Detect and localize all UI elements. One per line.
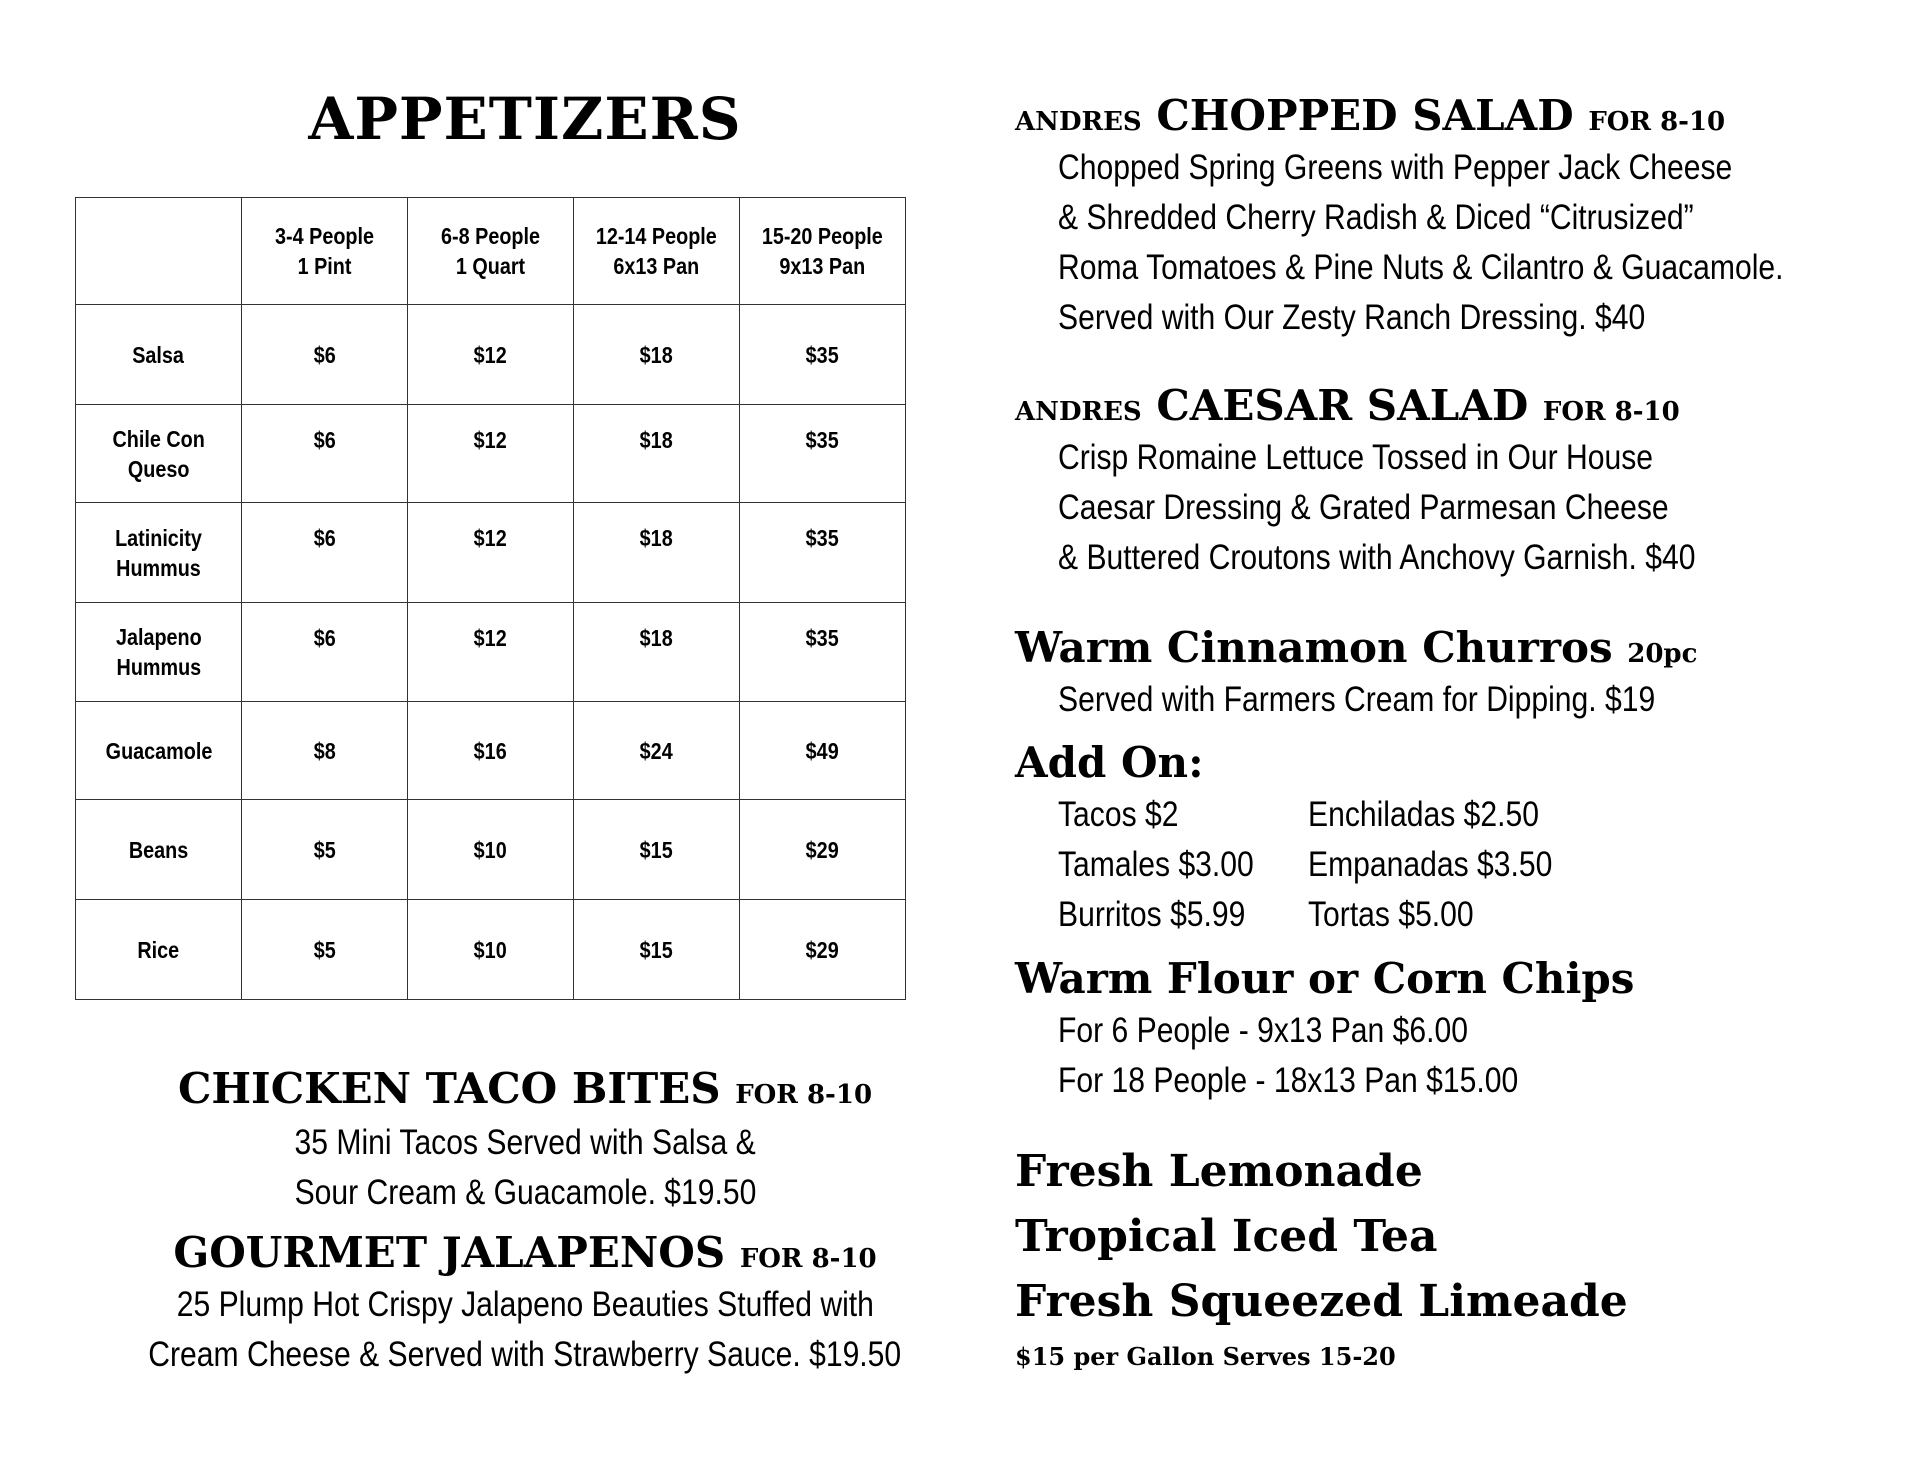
description-line: & Shredded Cherry Radish & Diced “Citrusized” bbox=[1058, 198, 1694, 237]
item-name-cell: Rice bbox=[76, 900, 242, 1000]
add-on-title: Add On: bbox=[1015, 738, 1204, 787]
chips-title: Warm Flour or Corn Chips bbox=[1015, 954, 1635, 1003]
section-title-text: Warm Cinnamon Churros bbox=[1015, 623, 1613, 672]
price-cell: $29 bbox=[740, 800, 906, 900]
description-line: For 6 People - 9x13 Pan $6.00 bbox=[1058, 1011, 1468, 1050]
price-cell: $49 bbox=[740, 702, 906, 800]
add-on-section bbox=[1015, 738, 1553, 940]
column-header: 15-20 People 9x13 Pan bbox=[740, 198, 906, 305]
price-cell: $18 bbox=[574, 305, 740, 405]
add-on-item: Tamales $3.00 bbox=[1058, 845, 1254, 884]
serving-size-label: FOR 8-10 bbox=[735, 1080, 873, 1110]
add-on-item: Tacos $2 bbox=[1058, 795, 1179, 834]
price-cell: $15 bbox=[574, 800, 740, 900]
drinks-price-note: $15 per Gallon Serves 15-20 bbox=[1015, 1342, 1396, 1371]
drinks-section bbox=[1015, 1146, 1628, 1371]
description-line: Roma Tomatoes & Pine Nuts & Cilantro & Guacamole. bbox=[1058, 248, 1784, 287]
gourmet-jalapenos-title bbox=[75, 1228, 975, 1277]
chopped-salad-title bbox=[1015, 91, 1859, 140]
price-cell: $12 bbox=[408, 503, 574, 603]
description-line: Crisp Romaine Lettuce Tossed in Our House bbox=[1058, 438, 1654, 477]
price-cell: $29 bbox=[740, 900, 906, 1000]
description-line: Caesar Dressing & Grated Parmesan Cheese bbox=[1058, 488, 1669, 527]
price-cell: $35 bbox=[740, 503, 906, 603]
item-name-cell: Salsa bbox=[76, 305, 242, 405]
column-header: 12-14 People 6x13 Pan bbox=[574, 198, 740, 305]
add-on-row bbox=[1058, 790, 1539, 840]
table-header-row bbox=[76, 198, 906, 305]
price-cell: $6 bbox=[242, 503, 408, 603]
description-line: Served with Farmers Cream for Dipping. $19 bbox=[1058, 680, 1656, 719]
price-cell: $12 bbox=[408, 305, 574, 405]
appetizers-title: APPETIZERS bbox=[308, 85, 742, 153]
table-row bbox=[76, 603, 906, 702]
description-line: For 18 People - 18x13 Pan $15.00 bbox=[1058, 1061, 1519, 1100]
serving-size-label: FOR 8-10 bbox=[739, 1244, 877, 1274]
add-on-item: Tortas $5.00 bbox=[1308, 895, 1474, 934]
description-line: Chopped Spring Greens with Pepper Jack Cheese bbox=[1058, 148, 1733, 187]
item-name-cell: Latinicity Hummus bbox=[76, 503, 242, 603]
section-title-text: CAESAR SALAD bbox=[1156, 381, 1529, 430]
table-row bbox=[76, 800, 906, 900]
add-on-item: Enchiladas $2.50 bbox=[1308, 795, 1539, 834]
drink-item: Fresh Lemonade bbox=[1015, 1146, 1423, 1197]
column-header: 3-4 People 1 Pint bbox=[242, 198, 408, 305]
price-cell: $10 bbox=[408, 900, 574, 1000]
table-row bbox=[76, 702, 906, 800]
add-on-item: Burritos $5.99 bbox=[1058, 895, 1246, 934]
chopped-salad-section bbox=[1015, 91, 1859, 343]
price-cell: $12 bbox=[408, 405, 574, 503]
caesar-salad-section bbox=[1015, 381, 1756, 583]
section-title-text: CHICKEN TACO BITES bbox=[177, 1064, 721, 1113]
chicken-taco-bites-title bbox=[75, 1064, 975, 1113]
price-cell: $16 bbox=[408, 702, 574, 800]
price-cell: $35 bbox=[740, 405, 906, 503]
table-row bbox=[76, 305, 906, 405]
price-cell: $12 bbox=[408, 603, 574, 702]
table-corner-cell bbox=[76, 198, 242, 305]
piece-count-label: 20pc bbox=[1627, 639, 1698, 669]
table-row bbox=[76, 503, 906, 603]
description-line: Cream Cheese & Served with Strawberry Sauce. $19.50 bbox=[148, 1335, 902, 1374]
description-line: Sour Cream & Guacamole. $19.50 bbox=[294, 1173, 756, 1212]
drink-item: Fresh Squeezed Limeade bbox=[1015, 1276, 1628, 1327]
serving-size-label: FOR 8-10 bbox=[1588, 107, 1726, 137]
add-on-row bbox=[1058, 890, 1474, 940]
item-name-cell: Beans bbox=[76, 800, 242, 900]
price-cell: $8 bbox=[242, 702, 408, 800]
brand-prefix: ANDRES bbox=[1015, 107, 1142, 137]
price-cell: $5 bbox=[242, 800, 408, 900]
table-row bbox=[76, 900, 906, 1000]
chicken-taco-bites-section bbox=[75, 1064, 975, 1218]
item-name-cell: Guacamole bbox=[76, 702, 242, 800]
description-line: 35 Mini Tacos Served with Salsa & bbox=[294, 1123, 756, 1162]
price-cell: $18 bbox=[574, 603, 740, 702]
drink-item: Tropical Iced Tea bbox=[1015, 1211, 1438, 1262]
description-line: Served with Our Zesty Ranch Dressing. $40 bbox=[1058, 298, 1646, 337]
caesar-salad-title bbox=[1015, 381, 1756, 430]
section-title-text: GOURMET JALAPENOS bbox=[173, 1228, 726, 1277]
chips-section bbox=[1015, 954, 1635, 1106]
table-row bbox=[76, 405, 906, 503]
price-cell: $6 bbox=[242, 405, 408, 503]
price-cell: $24 bbox=[574, 702, 740, 800]
brand-prefix: ANDRES bbox=[1015, 397, 1142, 427]
price-cell: $35 bbox=[740, 603, 906, 702]
price-cell: $18 bbox=[574, 405, 740, 503]
column-header: 6-8 People 1 Quart bbox=[408, 198, 574, 305]
add-on-row bbox=[1058, 840, 1553, 890]
price-cell: $15 bbox=[574, 900, 740, 1000]
price-cell: $5 bbox=[242, 900, 408, 1000]
item-name-cell: Chile Con Queso bbox=[76, 405, 242, 503]
price-cell: $35 bbox=[740, 305, 906, 405]
price-cell: $10 bbox=[408, 800, 574, 900]
churros-title bbox=[1015, 623, 1709, 672]
item-name-cell: Jalapeno Hummus bbox=[76, 603, 242, 702]
add-on-item: Empanadas $3.50 bbox=[1308, 845, 1553, 884]
appetizer-price-table bbox=[75, 197, 906, 1000]
description-line: 25 Plump Hot Crispy Jalapeno Beauties Stuffed with bbox=[176, 1285, 874, 1324]
price-cell: $18 bbox=[574, 503, 740, 603]
serving-size-label: FOR 8-10 bbox=[1542, 397, 1680, 427]
description-line: & Buttered Croutons with Anchovy Garnish. $40 bbox=[1058, 538, 1696, 577]
price-cell: $6 bbox=[242, 603, 408, 702]
section-title-text: CHOPPED SALAD bbox=[1156, 91, 1574, 140]
churros-section bbox=[1015, 623, 1709, 725]
gourmet-jalapenos-section bbox=[75, 1228, 975, 1380]
price-cell: $6 bbox=[242, 305, 408, 405]
